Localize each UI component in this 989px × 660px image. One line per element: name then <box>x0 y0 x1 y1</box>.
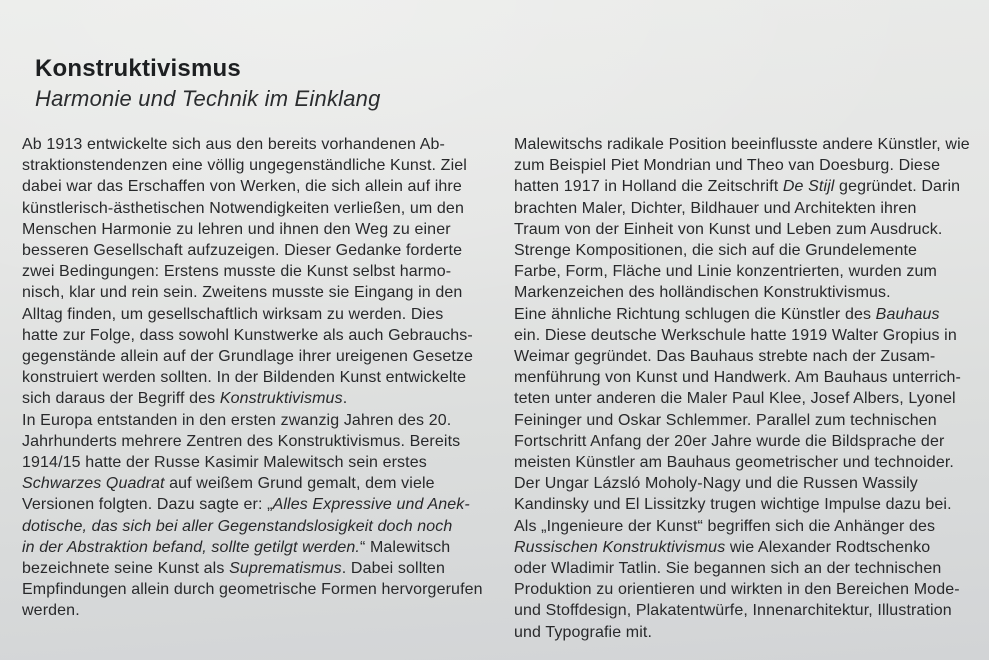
text-line: zum Beispiel Piet Mondrian und Theo van Doesburg. Diese <box>514 157 941 175</box>
text-line: Alltag finden, um gesellschaftlich wirksam zu werden. Dies <box>22 305 444 323</box>
text-line: Weimar gegründet. Das Bauhaus strebte nach der Zusam- <box>514 348 936 366</box>
text-line: zwei Bedingungen: Erstens musste die Kunst selbst harmo- <box>22 263 452 281</box>
text-line: Markenzeichen des holländischen Konstruktivismus. <box>514 284 891 302</box>
text-line: Farbe, Form, Fläche und Linie konzentrierten, wurden zum <box>514 263 937 281</box>
text-line: bezeichnete seine Kunst als Suprematismus. Dabei sollten <box>22 560 445 578</box>
text-line: künstlerisch-ästhetischen Notwendigkeiten verließen, um den <box>22 199 464 217</box>
page-title: Konstruktivismus <box>35 55 241 82</box>
text-line: Schwarzes Quadrat auf weißem Grund gemalt, dem viele <box>22 475 435 493</box>
text-line: teten unter anderen die Maler Paul Klee, Josef Albers, Lyonel <box>514 390 956 408</box>
text-line: Der Ungar Lázsló Moholy-Nagy und die Russen Wassily <box>514 475 918 493</box>
text-line: nisch, klar und rein sein. Zweitens musste sie Eingang in den <box>22 284 463 302</box>
text-line: Eine ähnliche Richtung schlugen die Künstler des Bauhaus <box>514 305 940 323</box>
text-line: hatten 1917 in Holland die Zeitschrift De Stijl gegründet. Darin <box>514 178 961 196</box>
text-line: werden. <box>22 602 80 620</box>
text-line: straktionstendenzen eine völlig ungegenständliche Kunst. Ziel <box>22 157 467 175</box>
text-line: Malewitschs radikale Position beeinflusste andere Künstler, wie <box>514 136 970 153</box>
text-column-left <box>22 134 493 643</box>
text-line: Strenge Kompositionen, die sich auf die Grundelemente <box>514 242 918 260</box>
text-line: und Typografie mit. <box>514 623 653 641</box>
text-line: Menschen Harmonie zu lehren und ihnen den Weg zu einer <box>22 220 451 238</box>
text-line: konstruiert werden sollten. In der Bildenden Kunst entwickelte <box>22 369 467 387</box>
text-line: dotische, das sich bei aller Gegenstandslosigkeit doch noch <box>22 517 453 535</box>
text-line: dabei war das Erschaffen von Werken, die sich allein auf ihre <box>22 178 462 196</box>
text-line: Jahrhunderts mehrere Zentren des Konstruktivismus. Bereits <box>22 432 461 450</box>
text-line: sich daraus der Begriff des Konstruktivismus. <box>22 390 348 408</box>
text-line: In Europa entstanden in den ersten zwanzig Jahren des 20. <box>22 411 452 429</box>
text-columns <box>22 134 985 643</box>
text-line: Empfindungen allein durch geometrische Formen hervorgerufen <box>22 581 483 599</box>
text-line: Produktion zu orientieren und wirkten in den Bereichen Mode- <box>514 581 960 599</box>
text-line: Versionen folgten. Dazu sagte er: „Alles Expressive und Anek- <box>22 496 470 514</box>
text-line: oder Wladimir Tatlin. Sie begannen sich an der technischen <box>514 560 942 578</box>
text-line: Kandinsky und El Lissitzky trugen wichtige Impulse dazu bei. <box>514 496 952 514</box>
text-line: menführung von Kunst und Handwerk. Am Bauhaus unterrich- <box>514 369 961 387</box>
text-line: in der Abstraktion befand, sollte getilgt werden.“ Malewitsch <box>22 538 451 556</box>
text-line: ein. Diese deutsche Werkschule hatte 1919 Walter Gropius in <box>514 326 957 344</box>
text-line: Traum von der Einheit von Kunst und Leben zum Ausdruck. <box>514 220 943 238</box>
text-line: Als „Ingenieure der Kunst“ begriffen sich die Anhänger des <box>514 517 936 535</box>
text-column-right <box>514 134 985 643</box>
text-line: 1914/15 hatte der Russe Kasimir Malewitsch sein erstes <box>22 454 427 472</box>
text-line: besseren Gesellschaft aufzuzeigen. Dieser Gedanke forderte <box>22 242 463 260</box>
text-line: gegenstände allein auf der Grundlage ihrer ureigenen Gesetze <box>22 348 474 366</box>
text-line: meisten Künstler am Bauhaus geometrischer und technoider. <box>514 454 954 472</box>
page-subtitle: Harmonie und Technik im Einklang <box>35 86 381 111</box>
text-line: brachten Maler, Dichter, Bildhauer und Architekten ihren <box>514 199 917 217</box>
text-line: Russischen Konstruktivismus wie Alexander Rodtschenko <box>514 538 931 556</box>
text-line: Fortschritt Anfang der 20er Jahre wurde die Bildsprache der <box>514 432 945 450</box>
text-line: hatte zur Folge, dass sowohl Kunstwerke als auch Gebrauchs- <box>22 326 473 344</box>
text-line: Feininger und Oskar Schlemmer. Parallel zum technischen <box>514 411 937 429</box>
text-line: Ab 1913 entwickelte sich aus den bereits vorhandenen Ab- <box>22 136 445 153</box>
text-line: und Stoffdesign, Plakatentwürfe, Innenarchitektur, Illustration <box>514 602 952 620</box>
